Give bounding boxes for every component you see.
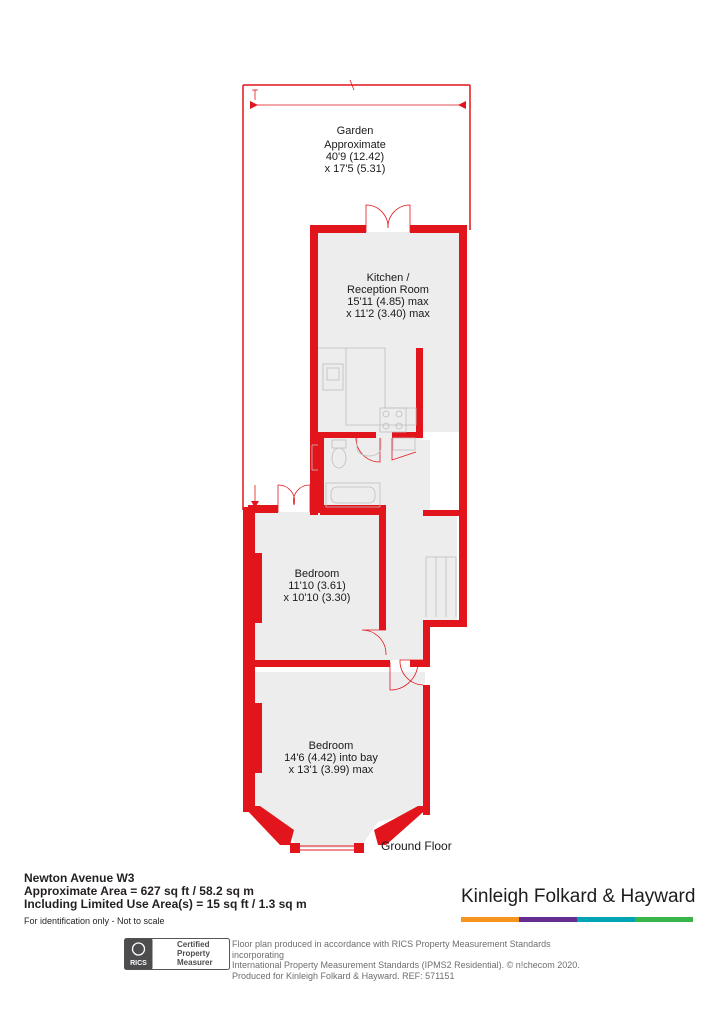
rics-logo-text: RICS (130, 960, 147, 967)
garden-dimension-2: x 17'5 (5.31) (324, 163, 386, 175)
floor-level-label: Ground Floor (381, 839, 452, 853)
kitchen-dimension-1: 15'11 (4.85) max (347, 296, 429, 308)
kitchen-label-line2: Reception Room (347, 284, 429, 296)
disclaimer-line-1: Floor plan produced in accordance with RICS Property Measurement Standards incorporating (232, 939, 551, 960)
agent-logo-text: Kinleigh Folkard & Hayward (461, 886, 696, 907)
rics-certified-measurer-badge (124, 938, 230, 970)
brand-bar-purple (519, 917, 577, 922)
kitchen-label: Kitchen / (366, 272, 410, 284)
property-address: Newton Avenue W3 (24, 871, 135, 885)
rics-badge-line-3: Measurer (177, 958, 213, 967)
brand-bar-orange (461, 917, 519, 922)
bedroom-front-dimension-1: 14'6 (4.42) into bay (284, 752, 378, 764)
garden-label: Garden (336, 125, 374, 137)
rics-badge-line-2: Property (177, 949, 210, 958)
bedroom-rear-dimension-1: 11'10 (3.61) (288, 580, 346, 592)
bedroom-rear-dimension-2: x 10'10 (3.30) (283, 592, 351, 604)
bedroom-front-dimension-2: x 13'1 (3.99) max (288, 764, 374, 776)
brand-bar-teal (577, 917, 635, 922)
approximate-area: Approximate Area = 627 sq ft / 58.2 sq m (24, 884, 254, 898)
disclaimer-line-3: Produced for Kinleigh Folkard & Hayward. REF: 571151 (232, 970, 455, 981)
identification-note: For identification only - Not to scale (24, 916, 165, 926)
bedroom-front-label: Bedroom (308, 740, 354, 752)
disclaimer-line-2: International Property Measurement Standards (IPMS2 Residential). © n!checom 2020. (232, 960, 580, 970)
kitchen-dimension-2: x 11'2 (3.40) max (346, 308, 430, 320)
bedroom-rear-label: Bedroom (294, 568, 340, 580)
rics-badge-line-1: Certified (177, 940, 210, 949)
garden-dimension-1: 40'9 (12.42) (325, 151, 385, 163)
brand-bar-green (635, 917, 693, 922)
garden-label-line2: Approximate (324, 139, 386, 151)
measurement-disclaimer (232, 939, 602, 981)
property-info (24, 872, 307, 928)
limited-use-area: Including Limited Use Area(s) = 15 sq ft / 1.3 sq m (24, 897, 307, 911)
